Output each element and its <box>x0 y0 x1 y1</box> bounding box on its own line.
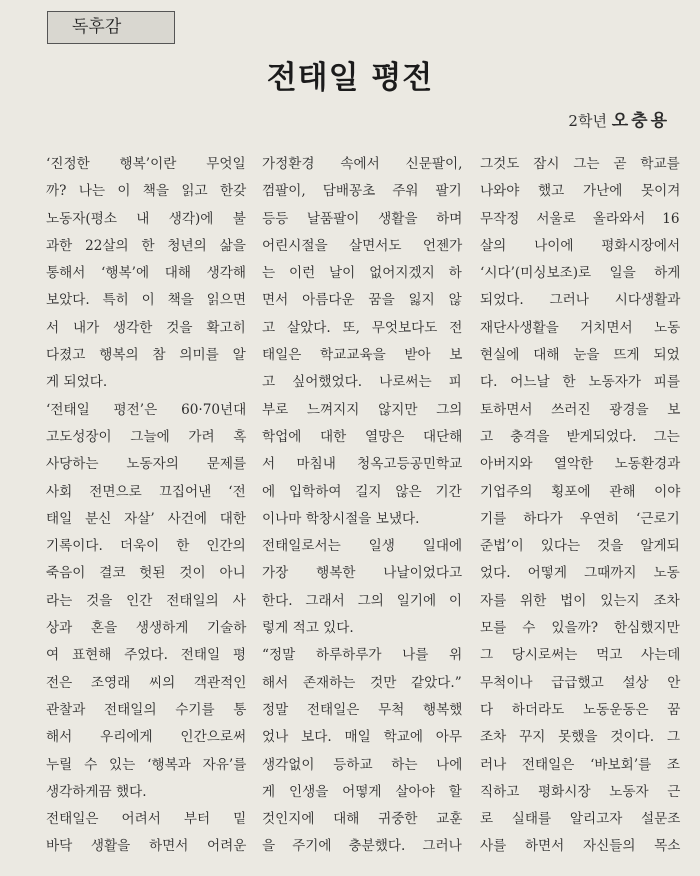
text-line: 살의 나이에 평화시장에서 <box>480 237 681 254</box>
text-line: 어린시절을 살면서도 언젠가 <box>262 237 463 254</box>
text-line: 게 인생을 어떻게 살아야 할 <box>262 783 462 800</box>
text-line: 직하고 평화시장 노동자 근 <box>480 783 681 800</box>
text-line: 는 이런 날이 없어지겠지 하 <box>262 265 462 282</box>
text-line: 껌팔이, 담배꽁초 주워 팔기 <box>262 183 462 200</box>
text-line: 다. 어느날 한 노동자가 피를 <box>480 374 681 391</box>
text-line: ‘진정한 행복’이란 무엇일 <box>46 156 246 172</box>
text-line: 여 표현해 주었다. 전태일 평 <box>46 647 247 664</box>
text-line: 고도성장이 그늘에 가려 혹 <box>46 428 247 445</box>
text-line: 해서 우리에게 인간으로써 <box>46 729 247 746</box>
text-line: 서 마침내 청옥고등공민학교 <box>262 456 463 473</box>
text-line: 서 내가 생각한 것을 확고히 <box>46 319 246 336</box>
text-line: “정말 하루하루가 나를 위 <box>262 647 463 664</box>
text-line: 로 실태를 알리고자 설문조 <box>480 811 681 828</box>
text-line: 사를 하면서 자신들의 목소 <box>480 838 681 855</box>
text-line: 태일은 학교교육을 받아 보 <box>262 347 463 364</box>
text-line: ‘전태일 평전’은 60·70년대 <box>46 401 247 418</box>
text-line: 기록이다. 더욱이 한 인간의 <box>46 538 246 555</box>
text-line: 면서 아름다운 꿈을 잃지 않 <box>262 292 462 309</box>
text-line: 토하면서 쓰러진 광경을 보 <box>480 401 681 418</box>
text-line: 자를 위한 법이 있는지 조차 <box>480 592 680 609</box>
text-line: 사당하는 노동자의 문제를 <box>46 456 247 473</box>
text-line: 생각없이 등하교 하는 나에 <box>262 756 463 773</box>
text-line: 조차 꾸지 못했을 것이다. 그 <box>480 729 681 746</box>
text-line: 되었다. 그러나 시다생활과 <box>480 292 681 309</box>
text-line: 죽음이 결코 헛된 것이 아니 <box>46 565 246 582</box>
text-line: 가장 행복한 나날이었다고 <box>262 565 463 582</box>
text-line: 보았다. 특히 이 책을 읽으면 <box>46 292 247 309</box>
text-line: 생각하게끔 했다. <box>46 783 147 800</box>
text-line: 무작정 서울로 올라와서 16 <box>480 210 680 227</box>
text-line: 다졌고 행복의 참 의미를 알 <box>46 347 246 364</box>
text-line: 라는 것을 인간 전태일의 사 <box>46 592 246 609</box>
text-line: 태일 분신 자살’ 사건에 대한 <box>46 510 247 527</box>
text-line: 누릴 수 있는 ‘행복과 자유’를 <box>46 756 247 773</box>
text-line: 기업주의 횡포에 관해 이야 <box>480 483 681 500</box>
text-line: 에 입학하여 길지 않은 기간 <box>262 483 462 500</box>
text-line: 다 하더라도 노동운동은 꿈 <box>480 701 681 718</box>
text-line: 상과 혼을 생생하게 기술하 <box>46 620 247 637</box>
text-line: 기를 하다가 우연히 ‘근로기 <box>480 510 680 527</box>
text-line: 이나마 학창시절을 보냈다. <box>262 510 420 527</box>
text-line: 었나 보다. 매일 학교에 아무 <box>262 729 463 746</box>
text-line: 사회 전면으로 끄집어낸 ‘전 <box>46 483 246 500</box>
text-column-2 <box>262 151 462 861</box>
text-line: 것인지에 대해 귀중한 교훈 <box>262 811 463 828</box>
text-line: 현실에 대해 눈을 뜨게 되었 <box>480 347 680 364</box>
text-line: 가정환경 속에서 신문팔이, <box>262 156 463 172</box>
text-line: 전은 조영래 씨의 객관적인 <box>46 674 247 691</box>
text-line: 모를 수 있을까? 한심했지만 <box>480 620 680 637</box>
text-line: 관찰과 전태일의 수기를 통 <box>46 701 247 718</box>
text-line: 준법’이 있다는 것을 알게되 <box>480 538 680 555</box>
byline-author: 오충용 <box>611 111 670 131</box>
text-line: 통해서 ‘행복’에 대해 생각해 <box>46 265 247 282</box>
text-line: 과한 22살의 한 청년의 삶을 <box>46 237 246 254</box>
text-line: 해서 존재하는 것만 같았다.” <box>262 674 462 691</box>
text-line: 정말 전태일은 무척 행복했 <box>262 701 463 718</box>
text-line: 었다. 어떻게 그때까지 노동 <box>480 565 680 582</box>
text-line: 학업에 대한 열망은 대단해 <box>262 428 463 445</box>
text-line: 그것도 잠시 그는 곧 학교를 <box>480 156 680 172</box>
text-line: 까? 나는 이 책을 읽고 한갖 <box>46 183 247 200</box>
text-line: 러나 전태일은 ‘바보회’를 조 <box>480 756 681 773</box>
section-tag: 독후감 <box>47 11 175 44</box>
text-line: 고 싶어했었다. 나로써는 피 <box>262 374 462 391</box>
text-line: 한다. 그래서 그의 일기에 이 <box>262 592 463 609</box>
text-line: ‘시다’(미싱보조)로 일을 하게 <box>480 265 681 282</box>
essay-title: 전태일 평전 <box>266 60 434 96</box>
text-line: 아버지와 열악한 노동환경과 <box>480 456 681 473</box>
text-line: 을 주기에 충분했다. 그러나 <box>262 838 462 855</box>
text-line: 바닥 생활을 하면서 어려운 <box>46 838 247 855</box>
text-line: 나와야 했고 가난에 못이겨 <box>480 183 681 200</box>
text-line: 전태일로서는 일생 일대에 <box>262 538 463 555</box>
text-line: 노동자(평소 내 생각)에 불 <box>46 210 246 227</box>
text-line: 무척이나 급급했고 설상 안 <box>480 674 681 691</box>
text-line: 그 당시로써는 먹고 사는데 <box>480 647 681 664</box>
text-line: 등등 날품팔이 생활을 하며 <box>262 210 463 227</box>
text-line: 고 충격을 받게되었다. 그는 <box>480 428 680 445</box>
byline-grade: 2학년 <box>568 112 607 130</box>
text-line: 렇게 적고 있다. <box>262 620 354 637</box>
text-column-3 <box>480 151 680 861</box>
text-line: 고 살았다. 또, 무엇보다도 전 <box>262 319 463 336</box>
byline <box>568 106 670 131</box>
text-line: 부로 느껴지지 않지만 그의 <box>262 401 463 418</box>
text-line: 전태일은 어려서 부터 밑 <box>46 811 247 828</box>
text-line: 게 되었다. <box>46 374 108 391</box>
text-column-1 <box>46 151 246 861</box>
text-line: 재단사생활을 거치면서 노동 <box>480 319 681 336</box>
